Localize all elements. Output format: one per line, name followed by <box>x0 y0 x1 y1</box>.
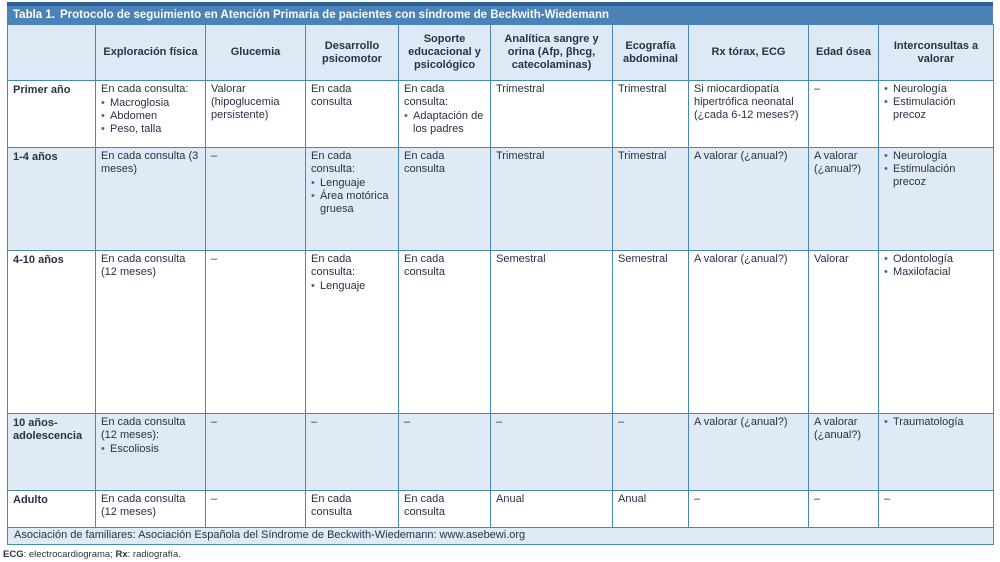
table-cell <box>689 81 809 148</box>
cell-text: – <box>211 150 218 162</box>
table-cell <box>613 414 689 491</box>
cell-text: A valorar (¿anual?) <box>814 416 862 441</box>
bullet-icon: • <box>311 189 315 202</box>
column-header-ecografia: Ecografía abdominal <box>613 25 689 81</box>
bullet-item <box>311 280 394 293</box>
bullet-icon: • <box>311 279 315 292</box>
bullet-text: Traumatología <box>893 416 964 428</box>
table-cell <box>809 414 879 491</box>
cell-text: Anual <box>496 493 525 505</box>
bullet-text: Neurología <box>893 83 947 95</box>
cell-text: – <box>814 493 821 505</box>
cell-text: En cada consulta <box>404 253 445 278</box>
association-text: Asociación de familiares: Asociación Española del Síndrome de Beckwith-Wiedemann: www.asebewi.org <box>8 528 994 545</box>
table-row <box>8 491 994 528</box>
cell-text: Valorar <box>814 253 849 265</box>
column-header-analitica: Analítica sangre y orina (Afp, βhcg, catecolaminas) <box>491 25 613 81</box>
table-cell <box>399 414 491 491</box>
table-cell <box>689 148 809 251</box>
table-cell <box>491 251 613 414</box>
table-row <box>8 148 994 251</box>
bullet-item <box>884 266 989 279</box>
table-cell <box>306 81 399 148</box>
abbreviation-footnote <box>2 549 1000 560</box>
column-header-exploracion: Exploración física <box>96 25 206 81</box>
row-label: 1-4 años <box>8 148 96 251</box>
bullet-icon: • <box>311 176 315 189</box>
bullet-icon: • <box>101 122 105 135</box>
cell-text: Trimestral <box>618 150 667 162</box>
table-cell <box>206 81 306 148</box>
cell-text: – <box>496 416 503 428</box>
table-cell <box>491 148 613 251</box>
table-cell <box>613 251 689 414</box>
bullet-item <box>311 177 394 190</box>
row-label: Adulto <box>8 491 96 528</box>
bullet-text: Área motórica gruesa <box>320 189 389 215</box>
table-cell <box>96 81 206 148</box>
cell-text: Si miocardiopatía hipertrófica neonatal (¿cada 6-12 meses?) <box>694 83 799 121</box>
protocol-table-wrap <box>7 2 993 545</box>
cell-text: – <box>211 493 218 505</box>
cell-text: En cada consulta: <box>311 253 356 278</box>
bullet-icon: • <box>884 416 888 428</box>
cell-text: – <box>311 416 318 428</box>
table-cell <box>399 148 491 251</box>
table-row <box>8 414 994 491</box>
bullet-text: Abdomen <box>110 109 158 122</box>
footnote-term-rx: Rx <box>115 549 128 560</box>
table-cell <box>306 491 399 528</box>
table-cell <box>689 251 809 414</box>
table-body <box>8 81 994 528</box>
table-cell <box>306 251 399 414</box>
table-cell <box>491 491 613 528</box>
bullet-text: Estimulación precoz <box>893 162 956 188</box>
table-header <box>8 25 994 81</box>
bullet-text: Neurología <box>893 150 947 162</box>
cell-text: En cada consulta <box>311 83 352 108</box>
bullet-text: Peso, talla <box>110 122 162 135</box>
table-cell <box>96 491 206 528</box>
table-cell <box>689 414 809 491</box>
table-cell <box>206 491 306 528</box>
column-header-desarrollo: Desarrollo psicomotor <box>306 25 399 81</box>
bullet-text: Lenguaje <box>320 176 366 189</box>
table-title-text: Protocolo de seguimiento en Atención Primaria de pacientes con síndrome de Beckwith-Wiedemann <box>59 9 609 21</box>
table-cell <box>689 491 809 528</box>
column-header-glucemia: Glucemia <box>206 25 306 81</box>
cell-text: Semestral <box>496 253 546 265</box>
table-cell <box>399 491 491 528</box>
cell-text: Semestral <box>618 253 668 265</box>
table-cell <box>879 148 994 251</box>
row-label: Primer año <box>8 81 96 148</box>
cell-text: En cada consulta <box>311 493 352 518</box>
bullet-text: Lenguaje <box>320 279 366 292</box>
table-cell <box>879 491 994 528</box>
cell-text: A valorar (¿anual?) <box>694 253 788 265</box>
table-title <box>7 2 993 24</box>
bullet-icon: • <box>884 83 888 95</box>
row-label: 10 años-adolescencia <box>8 414 96 491</box>
cell-text: – <box>211 416 218 428</box>
table-row <box>8 251 994 414</box>
cell-text: Valorar (hipoglucemia persistente) <box>211 83 280 121</box>
table-cell <box>809 491 879 528</box>
cell-text: En cada consulta (12 meses) <box>101 493 186 518</box>
bullet-item <box>884 83 989 96</box>
column-header-soporte: Soporte educacional y psicológico <box>399 25 491 81</box>
header-row <box>8 25 994 81</box>
cell-text: En cada consulta (12 meses) <box>101 253 186 278</box>
cell-text: En cada consulta (3 meses) <box>101 150 199 175</box>
cell-text: Trimestral <box>618 83 667 95</box>
bullet-item <box>311 190 394 216</box>
bullet-icon: • <box>884 162 888 175</box>
table-cell <box>879 414 994 491</box>
cell-text: En cada consulta: <box>404 83 449 108</box>
table-cell <box>96 414 206 491</box>
table-cell <box>491 81 613 148</box>
bullet-icon: • <box>884 150 888 162</box>
table-cell <box>96 251 206 414</box>
table-title-number: Tabla 1. <box>13 9 55 21</box>
table-cell <box>306 148 399 251</box>
cell-text: – <box>814 83 821 95</box>
bullet-item <box>101 97 201 110</box>
bullet-icon: • <box>101 442 105 455</box>
table-cell <box>809 81 879 148</box>
footnote-def-ecg: : electrocardiograma; <box>23 549 116 560</box>
cell-text: A valorar (¿anual?) <box>814 150 862 175</box>
bullet-text: Escoliosis <box>110 442 159 455</box>
table-cell <box>206 148 306 251</box>
cell-text: Trimestral <box>496 83 545 95</box>
cell-text: – <box>404 416 411 428</box>
cell-text: A valorar (¿anual?) <box>694 150 788 162</box>
bullet-icon: • <box>101 96 105 109</box>
table-cell <box>96 148 206 251</box>
column-header-rx: Rx tórax, ECG <box>689 25 809 81</box>
cell-text: – <box>618 416 625 428</box>
table-cell <box>809 148 879 251</box>
table-cell <box>879 81 994 148</box>
cell-text: En cada consulta: <box>311 150 356 175</box>
cell-text: En cada consulta <box>404 150 445 175</box>
bullet-text: Odontología <box>893 253 953 265</box>
cell-text: Trimestral <box>496 150 545 162</box>
row-label: 4-10 años <box>8 251 96 414</box>
table-row <box>8 81 994 148</box>
bullet-item <box>101 110 201 123</box>
table-cell <box>491 414 613 491</box>
cell-text: – <box>694 493 701 505</box>
bullet-item <box>884 416 989 429</box>
bullet-icon: • <box>884 95 888 108</box>
bullet-item <box>884 150 989 163</box>
footnote-def-rx: : radiografía. <box>127 549 181 560</box>
table-cell <box>613 81 689 148</box>
cell-text: En cada consulta <box>404 493 445 518</box>
column-header-interconsultas: Interconsultas a valorar <box>879 25 994 81</box>
cell-text: En cada consulta: <box>101 83 189 95</box>
table-cell <box>613 491 689 528</box>
table-cell <box>399 81 491 148</box>
bullet-item <box>404 110 486 136</box>
bullet-text: Adaptación de los padres <box>413 109 484 135</box>
bullet-icon: • <box>884 265 888 278</box>
association-row <box>8 528 994 545</box>
bullet-icon: • <box>404 109 408 122</box>
column-header-edad-osea: Edad ósea <box>809 25 879 81</box>
table-cell <box>809 251 879 414</box>
cell-text: En cada consulta (12 meses): <box>101 416 186 441</box>
cell-text: A valorar (¿anual?) <box>694 416 788 428</box>
bullet-text: Maxilofacial <box>893 265 951 278</box>
bullet-icon: • <box>884 253 888 265</box>
protocol-table <box>7 24 994 545</box>
bullet-item <box>884 163 989 189</box>
table-cell <box>206 414 306 491</box>
bullet-icon: • <box>101 109 105 122</box>
cell-text: – <box>211 253 218 265</box>
bullet-text: Macroglosia <box>110 96 170 109</box>
cell-text: Anual <box>618 493 647 505</box>
bullet-item <box>884 96 989 122</box>
table-cell <box>206 251 306 414</box>
footnote-term-ecg: ECG <box>3 549 24 560</box>
table-cell <box>306 414 399 491</box>
cell-text: – <box>884 493 891 505</box>
bullet-item <box>101 443 201 456</box>
table-cell <box>399 251 491 414</box>
table-cell <box>613 148 689 251</box>
bullet-item <box>101 123 201 136</box>
column-header-empty <box>8 25 96 81</box>
table-cell <box>879 251 994 414</box>
table-footer <box>8 528 994 545</box>
bullet-item <box>884 253 989 266</box>
bullet-text: Estimulación precoz <box>893 95 956 121</box>
